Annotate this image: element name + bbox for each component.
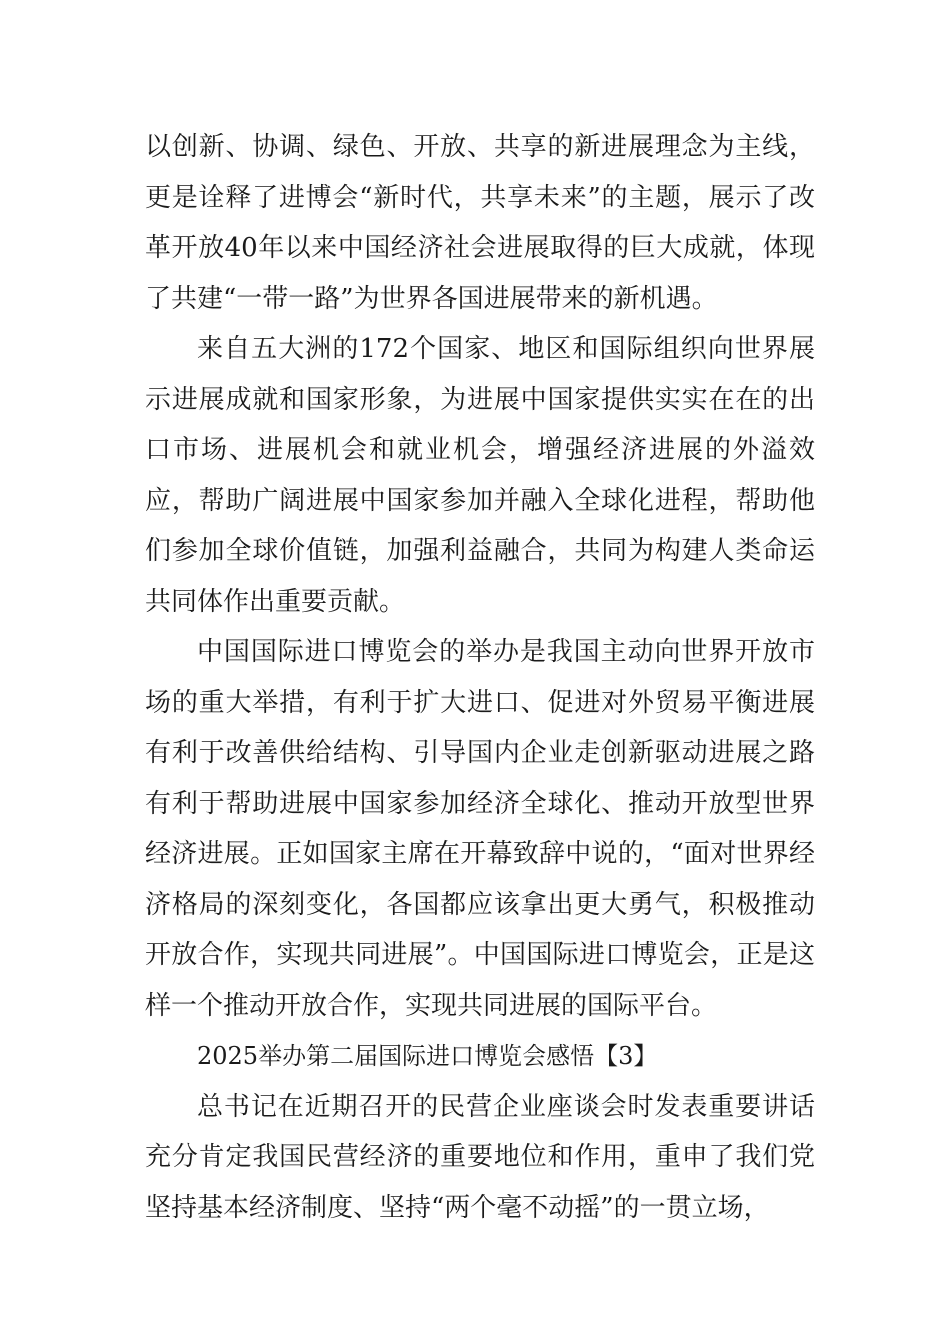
section-heading: 2025举办第二届国际进口博览会感悟【3】 [197,1042,658,1070]
paragraph-2: 来自五大洲的172个国家、地区和国际组织向世界展示进展成就和国家形象，为进展中国家提供实实在在的出口市场、进展机会和就业机会，增强经济进展的外溢效应，帮助广阔进展中国家参加并融入全球化进程，帮助他们参加全球价值链，加强利益融合，共同为构建人类命运共同体作出重要贡献。 [145,334,815,617]
paragraph-1: 以创新、协调、绿色、开放、共享的新进展理念为主线，更是诠释了进博会“新时代，共享未来”的主题，展示了改革开放40年以来中国经济社会进展取得的巨大成就，体现了共建“一带一路”为世界各国进展带来的新机遇。 [145,132,815,314]
paragraph-4: 总书记在近期召开的民营企业座谈会时发表重要讲话充分肯定我国民营经济的重要地位和作用，重申了我们党坚持基本经济制度、坚持“两个毫不动摇”的一贯立场， [145,1091,815,1223]
document-body [145,122,815,1233]
paragraph-3: 中国国际进口博览会的举办是我国主动向世界开放市场的重大举措，有利于扩大进口、促进对外贸易平衡进展有利于改善供给结构、引导国内企业走创新驱动进展之路有利于帮助进展中国家参加经济全球化、推动开放型世界经济进展。正如国家主席在开幕致辞中说的，“面对世界经济格局的深刻变化，各国都应该拿出更大勇气，积极推动开放合作，实现共同进展”。中国国际进口博览会，正是这样一个推动开放合作，实现共同进展的国际平台。 [145,637,815,1021]
